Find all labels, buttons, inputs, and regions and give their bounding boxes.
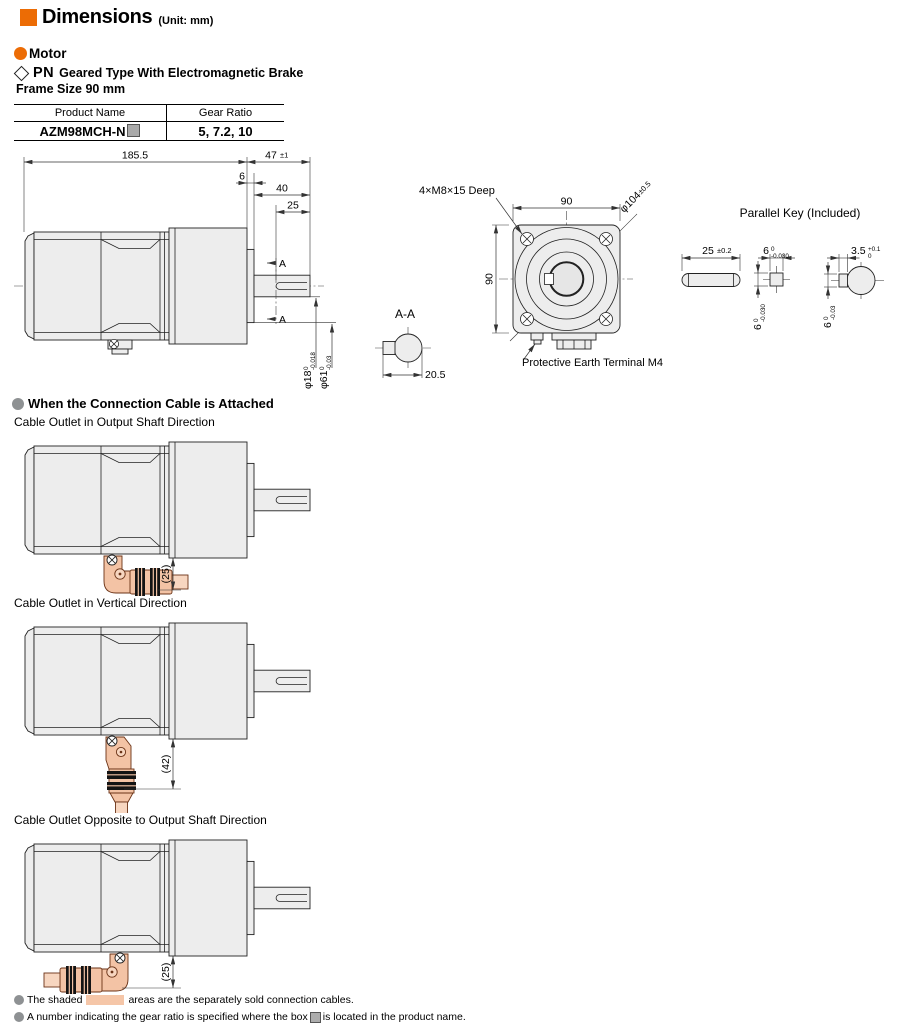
key-width-label: 6: [763, 245, 769, 257]
key-width-tol-bot: -0.030: [771, 252, 789, 260]
cable-color-swatch-icon: [86, 995, 124, 1005]
gray-bullet-icon: [14, 1012, 24, 1022]
section-a-top-label: A: [279, 258, 287, 270]
key-length-tol: ±0.2: [717, 246, 732, 255]
section-square-icon: [20, 9, 37, 26]
page-header: [20, 6, 213, 29]
key-height-tol-top: 0: [752, 318, 760, 322]
section-aa-label: A-A: [395, 307, 416, 321]
key-slot-depth-label: 3.5: [851, 245, 866, 257]
dia-shaft-tol-top: 0: [302, 366, 310, 370]
key-cross-section: [752, 245, 795, 330]
key-slot-height-label: 6: [822, 322, 834, 328]
dim-40: [254, 183, 310, 196]
dia-pilot-main: φ61: [318, 370, 330, 389]
page-title: Dimensions: [42, 6, 153, 28]
front-view-drawing: [375, 170, 677, 402]
dim-185-label: 185.5: [121, 149, 149, 162]
note-gear-ratio-box: [14, 1011, 466, 1023]
dim-width-90-label: 90: [560, 195, 573, 208]
key-side-view: [682, 245, 740, 287]
gray-bullet-icon: [12, 398, 24, 410]
earth-terminal-label: Protective Earth Terminal M4: [522, 357, 664, 369]
outlet-vertical-label: Cable Outlet in Vertical Direction: [14, 596, 187, 610]
dim-47-label: 47: [265, 149, 277, 162]
outlet-opposite-label: Cable Outlet Opposite to Output Shaft Direction: [14, 813, 267, 827]
key-height-tol-bot: -0.030: [759, 304, 767, 322]
cable-outlet-shaft-drawing: [8, 432, 360, 597]
product-table: [14, 104, 284, 141]
product-name-cell: [14, 122, 167, 141]
dia-shaft-main: φ18: [302, 370, 314, 389]
main-dimension-drawing: [8, 146, 363, 394]
unit-note: (Unit: mm): [158, 14, 214, 27]
motor-connector-front: [552, 333, 596, 349]
key-width-tol-top: 0: [771, 245, 775, 253]
parallel-key-title: Parallel Key (Included): [739, 206, 861, 220]
key-slot-height-tol-bot: -0.03: [829, 305, 837, 320]
gear-ratio-box-icon: [310, 1012, 321, 1023]
type-heading: [14, 65, 303, 81]
flange-front-view: [419, 179, 663, 369]
dim-cable-25-opposite: [122, 956, 181, 988]
outlet-shaft-label: Cable Outlet in Output Shaft Direction: [14, 415, 215, 429]
motor-heading-label: Motor: [29, 46, 67, 61]
bolt-note: [419, 185, 522, 234]
type-prefix: PN: [33, 65, 55, 81]
note2-post: is located in the product name.: [322, 1011, 466, 1023]
col-product-name: Product Name: [14, 105, 167, 122]
dim-40-label: 40: [276, 182, 288, 195]
dia-shaft-tol-bot: -0.018: [309, 352, 317, 370]
cable-outlet-vertical-drawing: [8, 613, 360, 813]
key-slot-height-tol-top: 0: [822, 316, 830, 320]
diamond-icon: [14, 65, 30, 81]
note-shaded-cables: [14, 994, 354, 1006]
key-height-label: 6: [752, 324, 764, 330]
gear-ratio-cell: 5, 7.2, 10: [167, 122, 285, 141]
note1-pre: The shaded: [27, 994, 83, 1006]
cable-section-heading: [12, 396, 274, 411]
note2-pre: A number indicating the gear ratio is specified where the box: [27, 1011, 308, 1023]
cable-outlet-opposite-drawing: [8, 830, 360, 995]
dim-cable-42-label: (42): [160, 754, 172, 774]
bolt-note-label: 4×M8×15 Deep: [419, 185, 495, 197]
orange-bullet-icon: [14, 47, 27, 60]
dim-47-tol: ±1: [280, 150, 289, 160]
dia-bolt-circle-callout: [618, 179, 654, 215]
dim-cable-25-label: (25): [160, 564, 172, 584]
gray-bullet-icon: [14, 995, 24, 1005]
col-gear-ratio: Gear Ratio: [167, 105, 285, 122]
dim-cable-25-opposite-label: (25): [160, 962, 172, 982]
key-length-label: 25: [702, 245, 714, 257]
table-header-row: [14, 105, 284, 122]
section-aa-dim: 20.5: [425, 369, 446, 381]
parallel-key-drawing: [670, 192, 912, 344]
product-name: AZM98MCH-N: [39, 123, 126, 139]
dia-bolt-circle-main: φ104: [617, 189, 644, 216]
dia-pilot-tol-bot: -0.03: [325, 355, 333, 370]
key-slot-depth-tol-bot: 0: [868, 252, 872, 260]
dim-185-5: [24, 150, 247, 163]
motor-heading: [14, 46, 67, 61]
dim-25: [276, 200, 310, 213]
type-label: Geared Type With Electromagnetic Brake: [59, 66, 304, 80]
dim-47: [247, 150, 310, 163]
frame-size-label: Frame Size 90 mm: [16, 82, 126, 96]
section-a-bottom-label: A: [279, 314, 287, 326]
dim-6: [236, 171, 266, 184]
dim-height-90-label: 90: [483, 273, 496, 285]
note1-post: areas are the separately sold connection cables.: [128, 994, 354, 1006]
cable-section-title: When the Connection Cable is Attached: [28, 396, 274, 411]
dia-pilot-callout: [254, 323, 336, 389]
key-slot-depth-tol-top: +0.1: [868, 245, 881, 253]
dim-25-label: 25: [287, 199, 299, 212]
gear-ratio-box-icon: [127, 124, 140, 137]
dia-bolt-circle-tol: ±0.5: [636, 179, 653, 197]
dia-pilot-tol-top: 0: [318, 366, 326, 370]
shaft-key-section: [822, 245, 884, 328]
table-data-row: [14, 122, 284, 141]
section-aa-view: [375, 307, 446, 381]
dim-6-label: 6: [239, 170, 245, 183]
